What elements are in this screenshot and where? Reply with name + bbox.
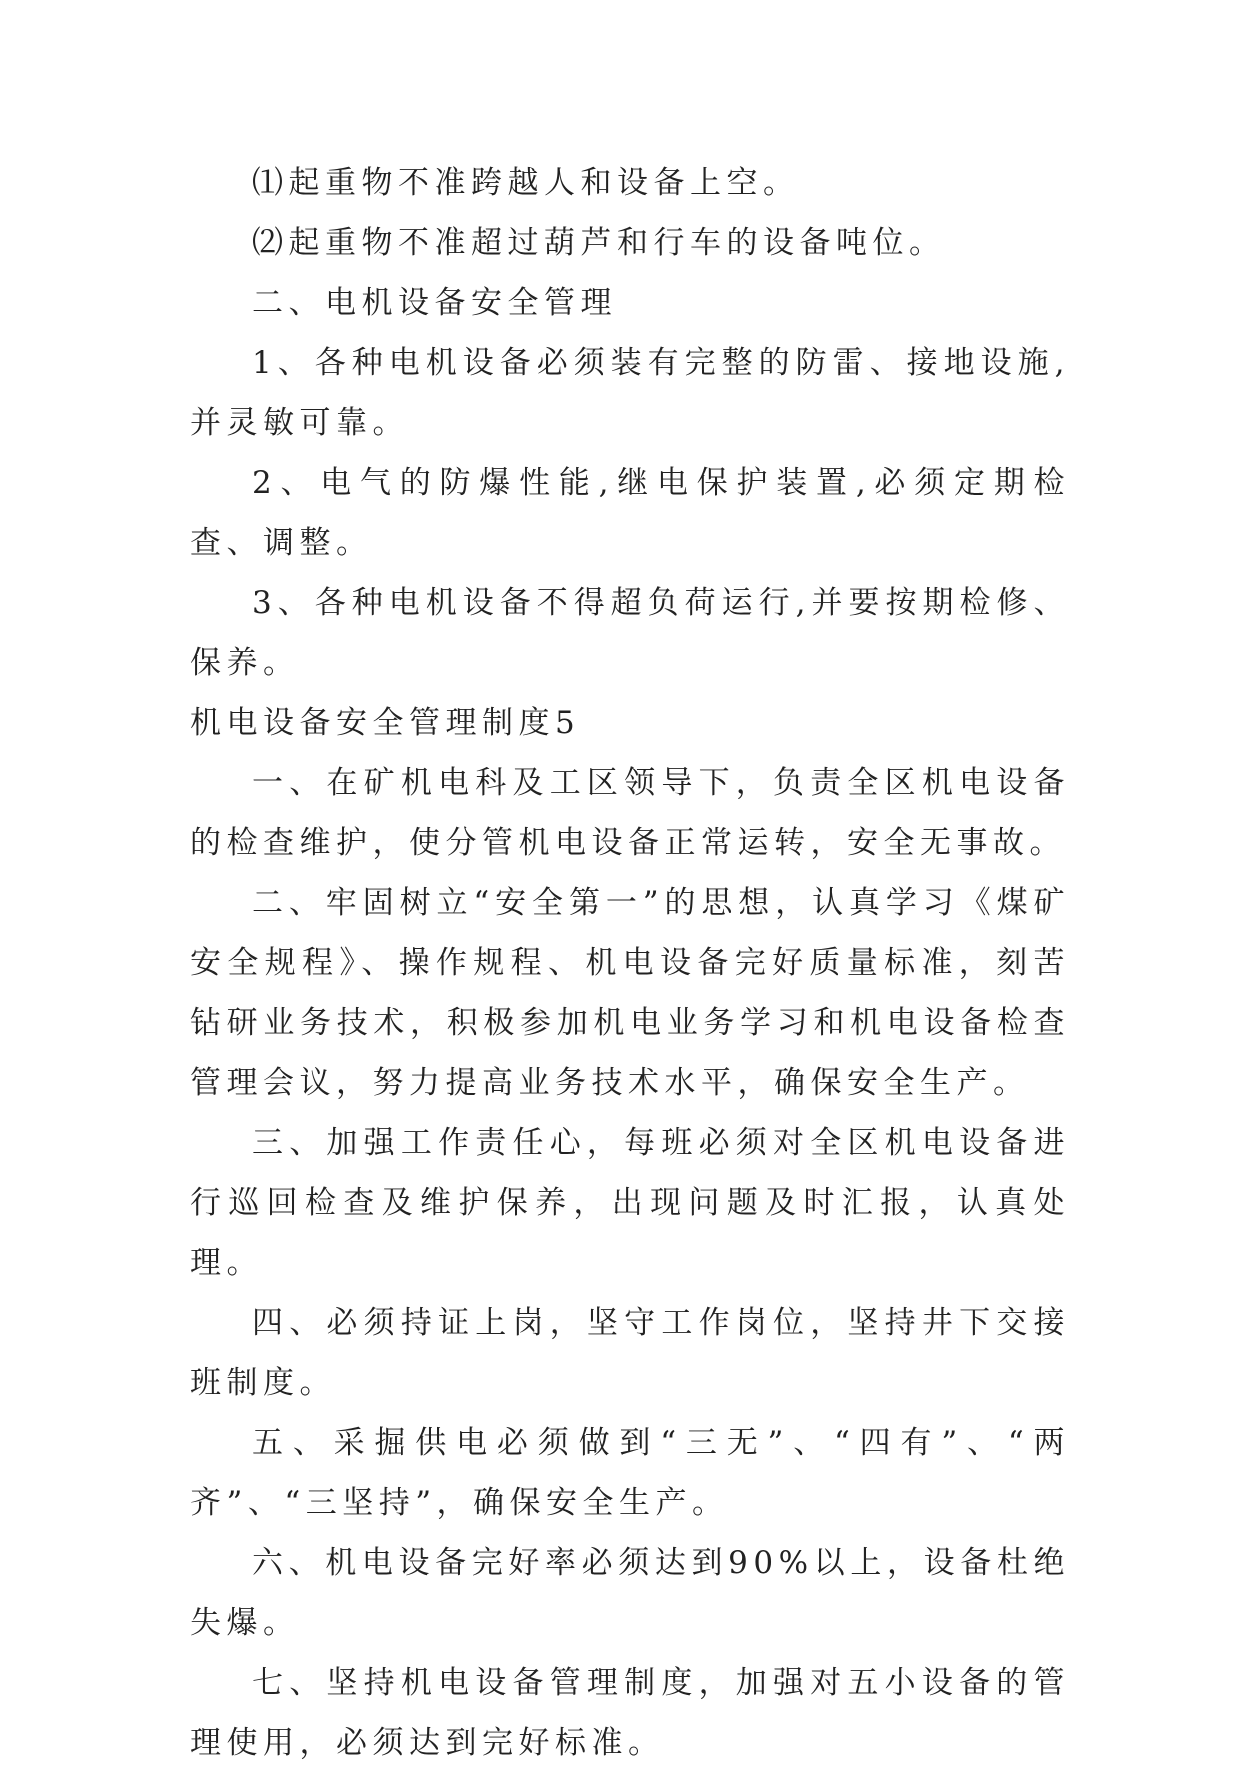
document-body — [190, 153, 1070, 1773]
document-title: 机电设备安全管理制度5 — [190, 705, 581, 741]
paragraph-item-2: ⑵起重物不准超过葫芦和行车的设备吨位。 — [252, 225, 946, 261]
section-heading-electrical: 二、电机设备安全管理 — [252, 285, 617, 321]
paragraph-clause-4: 四、必须持证上岗，坚守工作岗位，坚持井下交接班制度。 — [190, 1305, 1070, 1401]
paragraph-clause-1: 一、在矿机电科及工区领导下，负责全区机电设备的检查维护，使分管机电设备正常运转，安全无事故。 — [190, 765, 1070, 861]
paragraph-item-1: ⑴起重物不准跨越人和设备上空。 — [252, 165, 800, 201]
paragraph-clause-3: 三、加强工作责任心，每班必须对全区机电设备进行巡回检查及维护保养，出现问题及时汇报，认真处理。 — [190, 1125, 1070, 1281]
paragraph-rule-1: 1、各种电机设备必须装有完整的防雷、接地设施,并灵敏可靠。 — [190, 345, 1070, 441]
paragraph-rule-3: 3、各种电机设备不得超负荷运行,并要按期检修、保养。 — [190, 585, 1070, 681]
paragraph-clause-2: 二、牢固树立“安全第一”的思想，认真学习《煤矿安全规程》、操作规程、机电设备完好质量标准，刻苦钻研业务技术，积极参加机电业务学习和机电设备检查管理会议，努力提高业务技术水平，确保安全生产。 — [190, 885, 1070, 1101]
paragraph-clause-6: 六、机电设备完好率必须达到90%以上，设备杜绝失爆。 — [190, 1545, 1070, 1641]
paragraph-clause-5: 五、采掘供电必须做到“三无”、“四有”、“两齐”、“三坚持”，确保安全生产。 — [190, 1425, 1070, 1521]
paragraph-clause-7: 七、坚持机电设备管理制度，加强对五小设备的管理使用，必须达到完好标准。 — [190, 1665, 1070, 1761]
paragraph-rule-2: 2、电气的防爆性能,继电保护装置,必须定期检查、调整。 — [190, 465, 1070, 561]
